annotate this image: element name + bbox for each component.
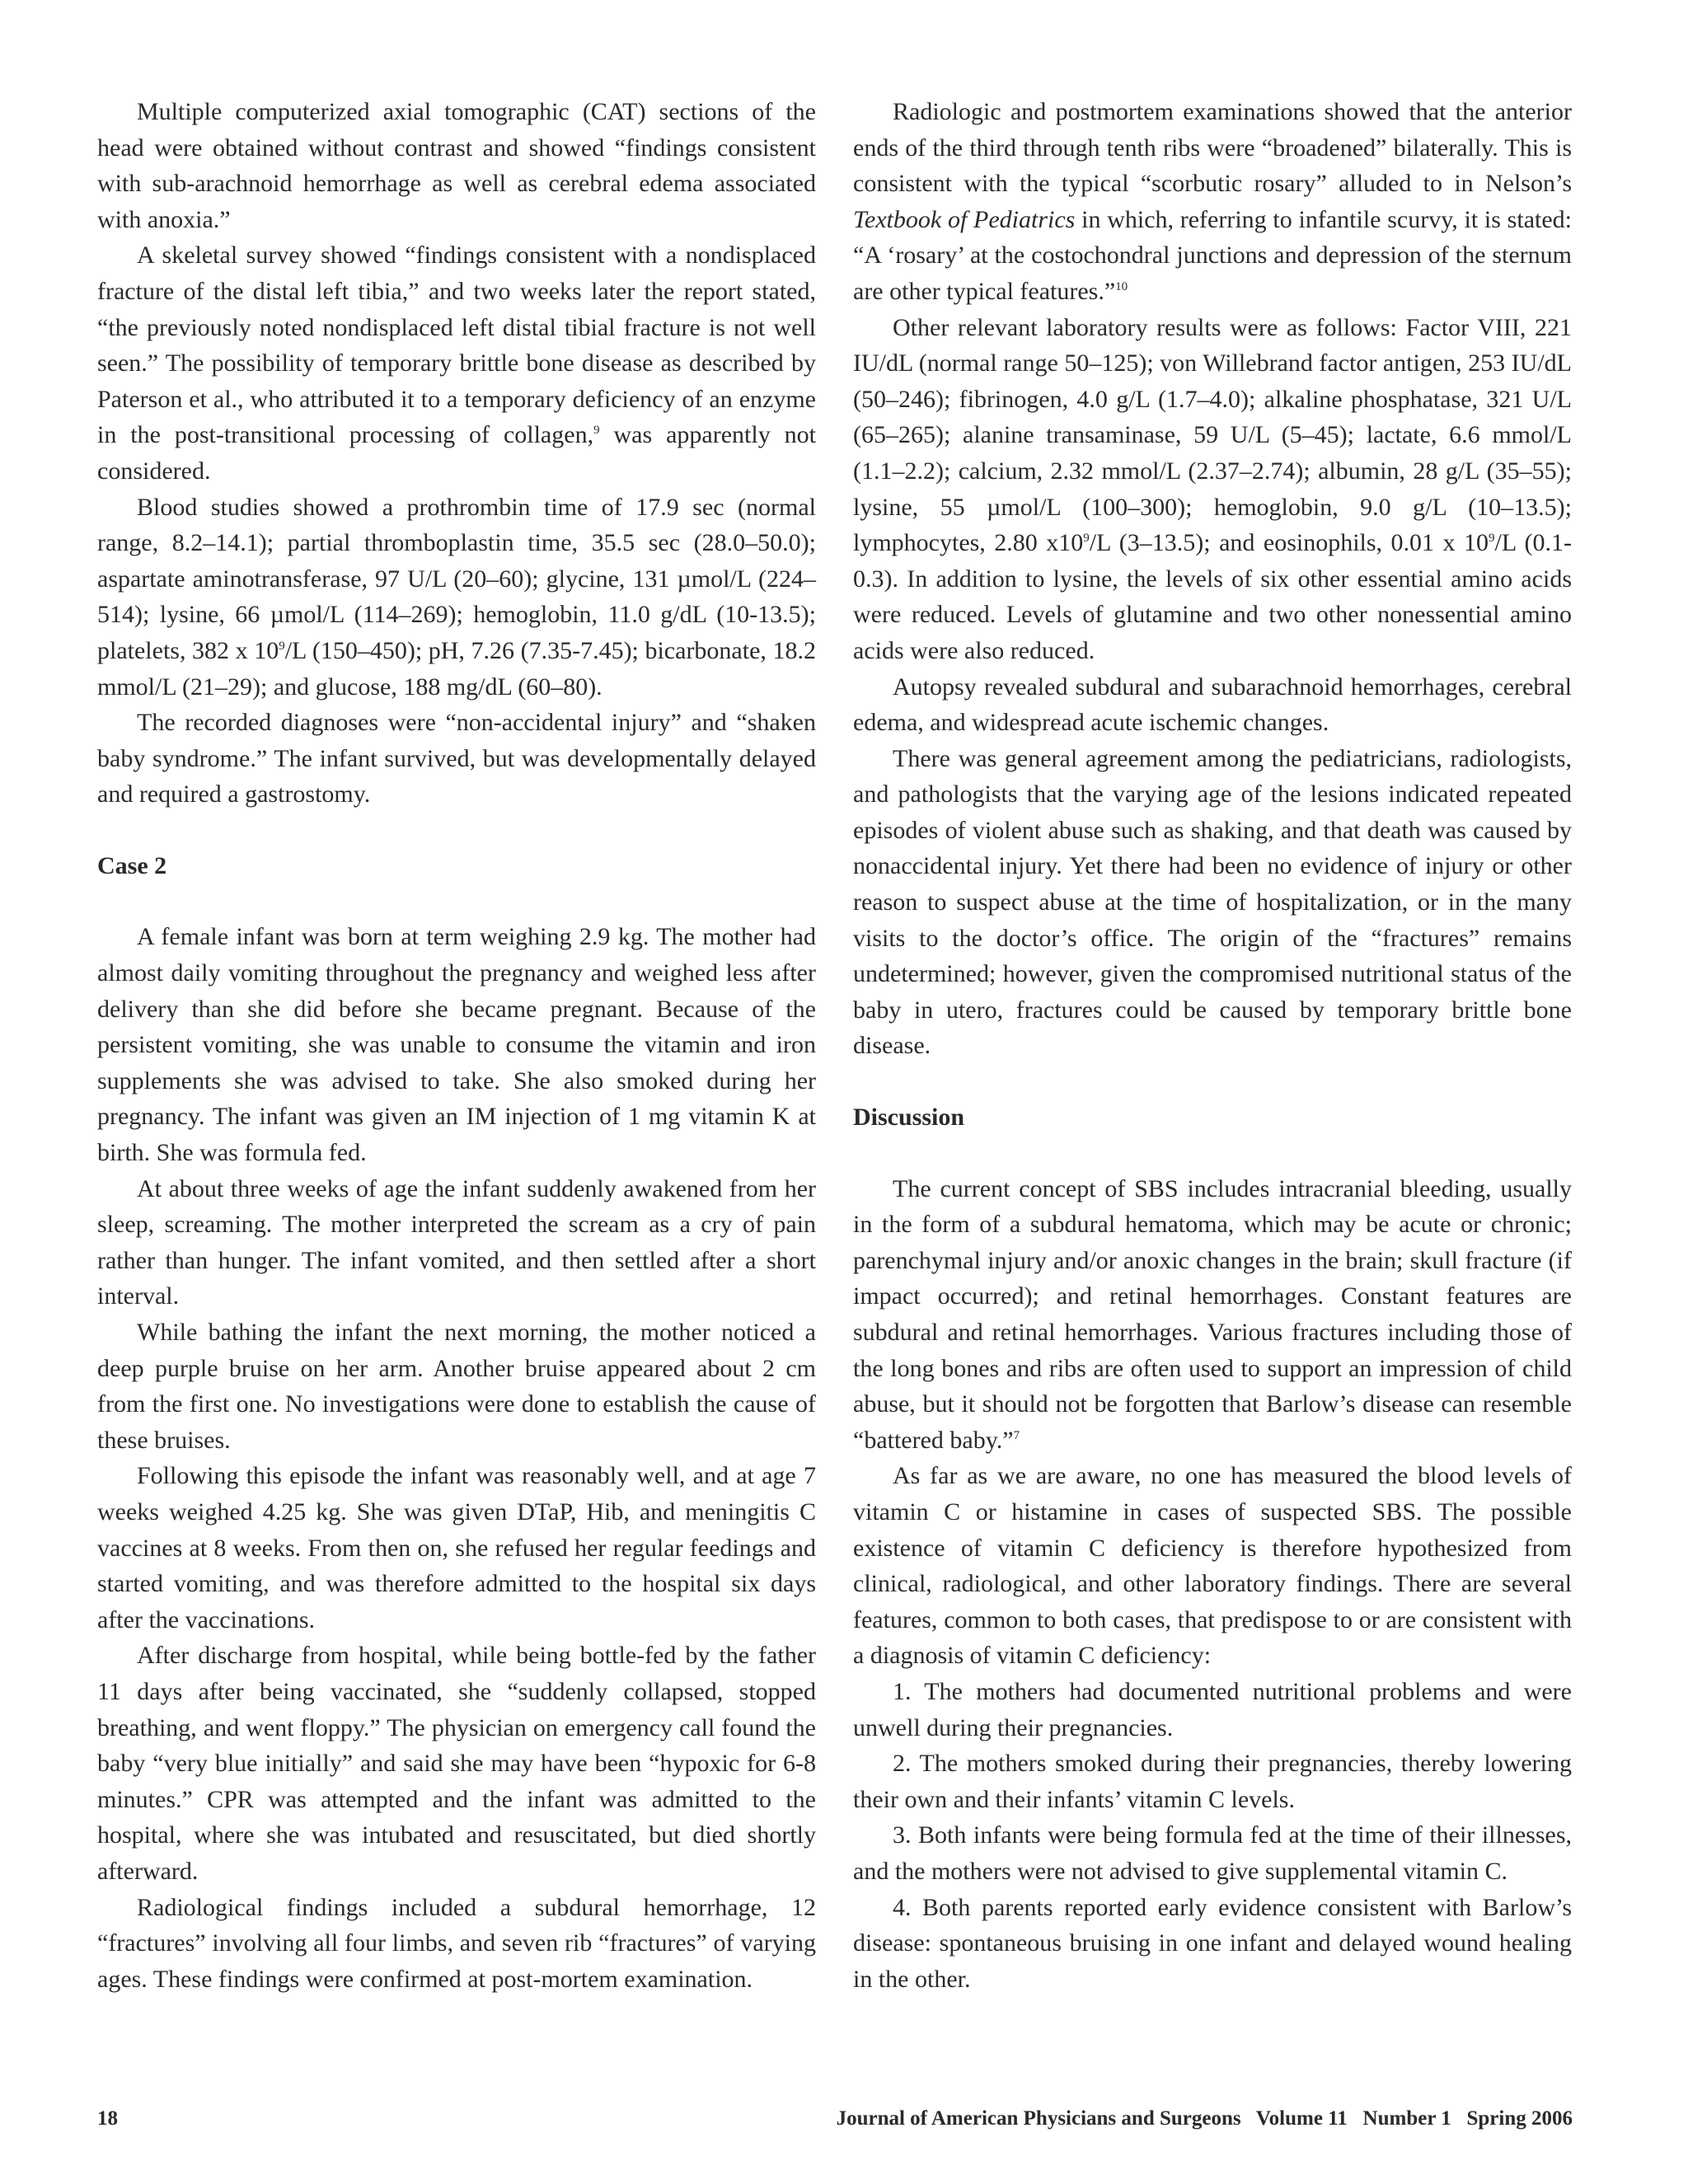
list-item: 1. The mothers had documented nutritional problems and were unwell during their pregnancies.: [853, 1677, 1572, 1741]
paragraph: Autopsy revealed subdural and subarachnoid hemorrhages, cerebral edema, and widespread acute ischemic changes.: [853, 673, 1572, 737]
list-item: 4. Both parents reported early evidence consistent with Barlow’s disease: spontaneous bruising in one infant and delayed wound healing in the other.: [853, 1893, 1572, 1993]
paragraph: There was general agreement among the pediatricians, radiologists, and pathologists that the varying age of the lesions indicated repeated episodes of violent abuse such as shaking, and that death was caused by nonaccidental injury. Yet there had been no evidence of injury or other reason to suspect abuse at the time of hospitalization, or in the many visits to the doctor’s office. The origin of the “fractures” remains undetermined; however, given the compromised nutritional status of the baby in utero, fractures could be caused by temporary brittle bone disease.: [853, 744, 1572, 1060]
reference-superscript: 7: [1013, 1428, 1020, 1442]
paragraph: A female infant was born at term weighing 2.9 kg. The mother had almost daily vomiting throughout the pregnancy and weighed less after delivery than she did before she became pregnant. Because of the persistent vomiting, she was unable to consume the vitamin and iron supplements she was advised to take. She also smoked during her pregnancy. The infant was given an IM injection of 1 mg vitamin K at birth. She was formula fed.: [97, 923, 816, 1167]
paragraph: Following this episode the infant was reasonably well, and at age 7 weeks weighed 4.25 kg. She was given DTaP, Hib, and meningitis C vaccines at 8 weeks. From then on, she refused her regular feedings and started vomiting, and was therefore admitted to the hospital six days after the vaccinations.: [97, 1462, 816, 1633]
paragraph: The recorded diagnoses were “non-accidental injury” and “shaken baby syndrome.” The infant survived, but was developmentally delayed and required a gastrostomy.: [97, 709, 816, 808]
paragraph: Multiple computerized axial tomographic (CAT) sections of the head were obtained without contrast and showed “findings consistent with sub-arachnoid hemorrhage as well as cerebral edema associated with anoxia.”: [97, 98, 816, 233]
paragraph: A skeletal survey showed “findings consistent with a nondisplaced fracture of the distal left tibia,” and two weeks later the report stated, “the previously noted nondisplaced left distal tibial fracture is not well seen.” The possibility of temporary brittle bone disease as described by Paterson et al., who attributed it to a temporary deficiency of an enzyme in the post-transitional processing of collagen,$^9$ was apparently not considered.: [97, 241, 816, 485]
reference-superscript: 9: [593, 424, 600, 438]
reference-superscript: 10: [1115, 279, 1128, 293]
paragraph: The current concept of SBS includes intracranial bleeding, usually in the form of a subdural hematoma, which may be acute or chronic; parenchymal injury and/or anoxic changes in the brain; skull fracture (if impact occurred); and retinal hemorrhages. Constant features are subdural and retinal hemorrhages. Various fractures including those of the long bones and ribs are often used to support an impression of child abuse, but it should not be forgotten that Barlow’s disease can resemble “battered baby.”$^7$: [853, 1174, 1572, 1454]
book-title: Textbook of Pediatrics: [853, 205, 1076, 233]
paragraph: Radiologic and postmortem examinations showed that the anterior ends of the third through tenth ribs were “broadened” bilaterally. This is consistent with the typical “scorbutic rosary” alluded to in Nelson’s Textbook of Pediatrics in which, referring to infantile scurvy, it is stated: “A ‘rosary’ at the costochondral junctions and depression of the sternum are other typical features.”$^{10}$: [853, 98, 1572, 305]
section-heading-discussion: Discussion: [853, 1104, 965, 1132]
paragraph: At about three weeks of age the infant suddenly awakened from her sleep, screaming. The mother interpreted the scream as a cry of pain rather than hunger. The infant vomited, and then settled after a short interval.: [97, 1174, 816, 1310]
exponent-superscript: 9: [279, 639, 285, 653]
journal-citation: Journal of American Physicians and Surgeons Volume 11 Number 1 Spring 2006: [836, 2107, 1573, 2130]
list-item: 2. The mothers smoked during their pregnancies, thereby lowering their own and their infants’ vitamin C levels.: [853, 1750, 1572, 1813]
page-number: 18: [97, 2107, 118, 2130]
exponent-superscript: 9: [1083, 532, 1090, 546]
exponent-superscript: 9: [1488, 532, 1495, 546]
left-column: [97, 94, 816, 1997]
list-item: 3. Both infants were being formula fed at the time of their illnesses, and the mothers were not advised to give supplemental vitamin C.: [853, 1821, 1572, 1885]
paragraph: Other relevant laboratory results were as follows: Factor VIII, 221 IU/dL (normal range 50–125); von Willebrand factor antigen, 253 IU/dL (50–246); fibrinogen, 4.0 g/L (1.7–4.0); alkaline phosphatase, 321 U/L (65–265); alanine transaminase, 59 U/L (5–45); lactate, 6.6 mmol/L (1.1–2.2); calcium, 2.32 mmol/L (2.37–2.74); albumin, 28 g/L (35–55); lysine, 55 µmol/L (100–300); hemoglobin, 9.0 g/L (10–13.5); lymphocytes, 2.80 $x10^9/L$ (3–13.5); and eosinophils, 0.01 x $10^9/L$ (0.1-0.3). In addition to lysine, the levels of six other essential amino acids were reduced. Levels of glutamine and two other nonessential amino acids were also reduced.: [853, 313, 1572, 664]
paragraph: Blood studies showed a prothrombin time of 17.9 sec (normal range, 8.2–14.1); partial thromboplastin time, 35.5 sec (28.0–50.0); aspartate aminotransferase, 97 U/L (20–60); glycine, 131 µmol/L (224–514); lysine, 66 µmol/L (114–269); hemoglobin, 11.0 g/dL (10-13.5); platelets, 382 x $10^9/L$ (150–450); pH, 7.26 (7.35-7.45); bicarbonate, 18.2 mmol/L (21–29); and glucose, 188 mg/dL (60–80).: [97, 493, 816, 701]
section-heading-case-2: Case 2: [97, 851, 167, 879]
paragraph: Radiological findings included a subdural hemorrhage, 12 “fractures” involving all four limbs, and seven rib “fractures” of varying ages. These findings were confirmed at post-mortem examination.: [97, 1893, 816, 1993]
paragraph: As far as we are aware, no one has measured the blood levels of vitamin C or histamine in cases of suspected SBS. The possible existence of vitamin C deficiency is therefore hypothesized from clinical, radiological, and other laboratory findings. There are several features, common to both cases, that predispose to or are consistent with a diagnosis of vitamin C deficiency:: [853, 1462, 1572, 1670]
right-column: [853, 94, 1572, 1997]
paragraph: After discharge from hospital, while being bottle-fed by the father 11 days after being vaccinated, she “suddenly collapsed, stopped breathing, and went floppy.” The physician on emergency call found the baby “very blue initially” and said she may have been “hypoxic for 6-8 minutes.” CPR was attempted and the infant was admitted to the hospital, where she was intubated and resuscitated, but died shortly afterward.: [97, 1642, 816, 1885]
paragraph: While bathing the infant the next morning, the mother noticed a deep purple bruise on her arm. Another bruise appeared about 2 cm from the first one. No investigations were done to establish the cause of these bruises.: [97, 1319, 816, 1454]
page-footer: [97, 2107, 1573, 2140]
